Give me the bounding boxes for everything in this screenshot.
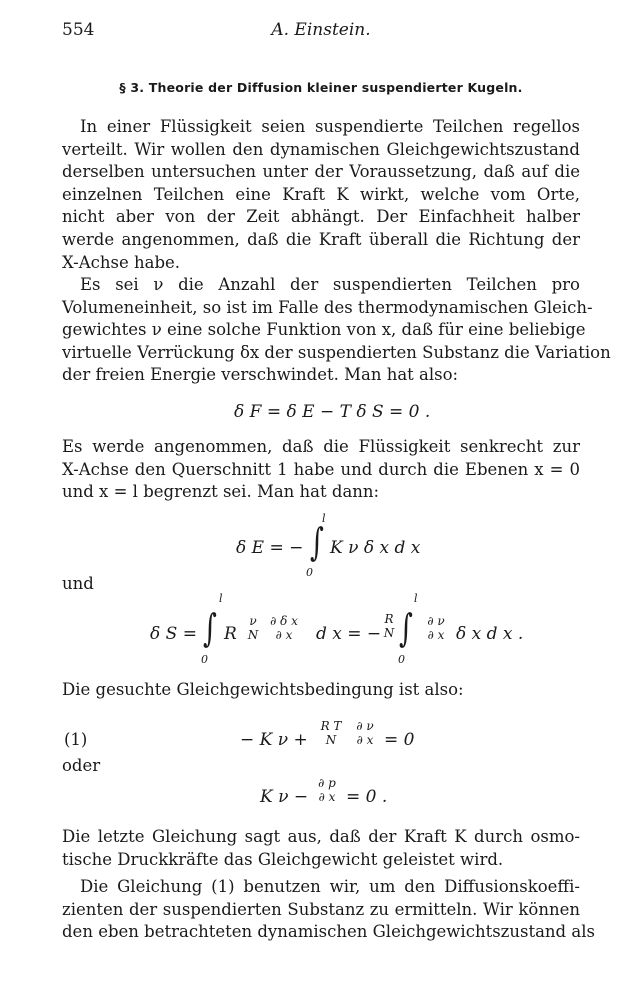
fraction-dnu-dx xyxy=(350,719,380,747)
denominator: N xyxy=(247,628,259,642)
text-line: Volumeneinheit, so ist im Falle des thermodynamischen Gleich- xyxy=(62,297,593,317)
eq-lhs: − K ν + xyxy=(240,730,308,750)
fraction-nu-over-N xyxy=(246,614,260,642)
text-line: verteilt. Wir wollen den dynamischen Gleichgewichtszustand xyxy=(62,139,580,159)
numerator: ν xyxy=(249,614,257,628)
numerator: ∂ ν xyxy=(356,719,374,733)
denominator: N xyxy=(325,733,337,747)
upper-limit: l xyxy=(322,512,326,525)
paragraph-1 xyxy=(62,116,580,274)
numerator: ∂ p xyxy=(318,776,336,790)
word-und: und xyxy=(62,574,94,593)
lower-limit: 0 xyxy=(398,653,405,666)
integral-sign: ∫ xyxy=(309,520,324,564)
text-line: einzelnen Teilchen eine Kraft K wirkt, welche vom Orte, xyxy=(62,184,580,204)
text-line: In einer Flüssigkeit seien suspendierte Teilchen regellos xyxy=(80,117,580,136)
eq-lhs: K ν − xyxy=(260,787,309,807)
eq-lhs: δ S = xyxy=(150,624,197,644)
text-line: werde angenommen, daß die Kraft überall die Richtung der xyxy=(62,229,580,249)
lower-limit: 0 xyxy=(306,566,313,579)
text-line: und x = l begrenzt sei. Man hat dann: xyxy=(62,482,380,502)
text-condition: Die gesuchte Gleichgewichtsbedingung ist also: xyxy=(62,680,464,699)
text-line: Die letzte Gleichung sagt aus, daß der Kraft K durch osmo- xyxy=(62,827,580,846)
integral-sign: ∫ xyxy=(202,606,217,650)
section-heading: § 3. Theorie der Diffusion kleiner suspendierter Kugeln. xyxy=(119,80,523,95)
text-line: tische Druckkräfte das Gleichgewicht geleistet wird. xyxy=(62,849,504,869)
dx-term: d x = − xyxy=(316,624,382,644)
page-header xyxy=(62,20,580,44)
page-number: 554 xyxy=(62,20,95,40)
paragraph-4 xyxy=(62,826,580,871)
upper-limit: l xyxy=(414,592,418,605)
running-title: A. Einstein. xyxy=(271,20,371,40)
equation-label: (1) xyxy=(64,730,88,749)
denominator: ∂ x xyxy=(356,733,374,747)
integral-sign: ∫ xyxy=(398,606,413,650)
word-oder: oder xyxy=(62,756,101,775)
numerator: ∂ ν xyxy=(427,614,445,628)
text-line: gewichtes ν eine solche Funktion von x, daß für eine beliebige xyxy=(62,320,586,340)
text-line: nicht aber von der Zeit abhängt. Der Einfachheit halber xyxy=(62,207,580,227)
numerator: ∂ δ x xyxy=(270,614,298,628)
eq-rhs: = 0 . xyxy=(346,787,388,807)
symbol-R: R xyxy=(224,624,237,644)
numerator: R T xyxy=(320,719,342,733)
paragraph-2 xyxy=(62,274,611,387)
text-line: Es werde angenommen, daß die Flüssigkeit senkrecht zur xyxy=(62,437,580,456)
text-line: zienten der suspendierten Substanz zu ermitteln. Wir können xyxy=(62,899,580,919)
fraction-RT-over-N xyxy=(316,719,346,747)
text-line: den eben betrachteten dynamischen Gleichgewichtszustand als xyxy=(62,922,595,942)
text-line: Die Gleichung (1) benutzen wir, um den Diffusionskoeffi- xyxy=(80,877,580,896)
eq-rhs: = 0 xyxy=(384,730,415,750)
fraction-partial xyxy=(264,614,304,642)
fraction-dnu-dx xyxy=(420,614,452,642)
paragraph-3 xyxy=(62,436,580,504)
denominator: N xyxy=(383,626,395,640)
denominator: ∂ x xyxy=(275,628,293,642)
eq-tail: δ x d x . xyxy=(456,624,524,644)
text-line: der freien Energie verschwindet. Man hat also: xyxy=(62,365,459,385)
eq-lhs: δ E = − xyxy=(236,538,304,558)
paragraph-5 xyxy=(62,876,595,944)
text-line: derselben untersuchen unter der Voraussetzung, daß auf die xyxy=(62,162,580,182)
upper-limit: l xyxy=(219,592,223,605)
integrand: K ν δ x d x xyxy=(330,538,421,558)
numerator: R xyxy=(384,612,394,626)
equation-free-energy: δ F = δ E − T δ S = 0 . xyxy=(234,402,431,422)
lower-limit: 0 xyxy=(201,653,208,666)
text-line: X-Achse habe. xyxy=(62,252,181,272)
denominator: ∂ x xyxy=(318,790,336,804)
fraction-R-over-N xyxy=(380,612,398,640)
text-line: virtuelle Verrückung δx der suspendierten Substanz die Variation xyxy=(62,342,611,362)
text-line: X-Achse den Querschnitt 1 habe und durch die Ebenen x = 0 xyxy=(62,459,580,479)
denominator: ∂ x xyxy=(427,628,445,642)
text-line: Es sei ν die Anzahl der suspendierten Teilchen pro xyxy=(80,275,580,294)
fraction-dp-dx xyxy=(313,776,341,804)
